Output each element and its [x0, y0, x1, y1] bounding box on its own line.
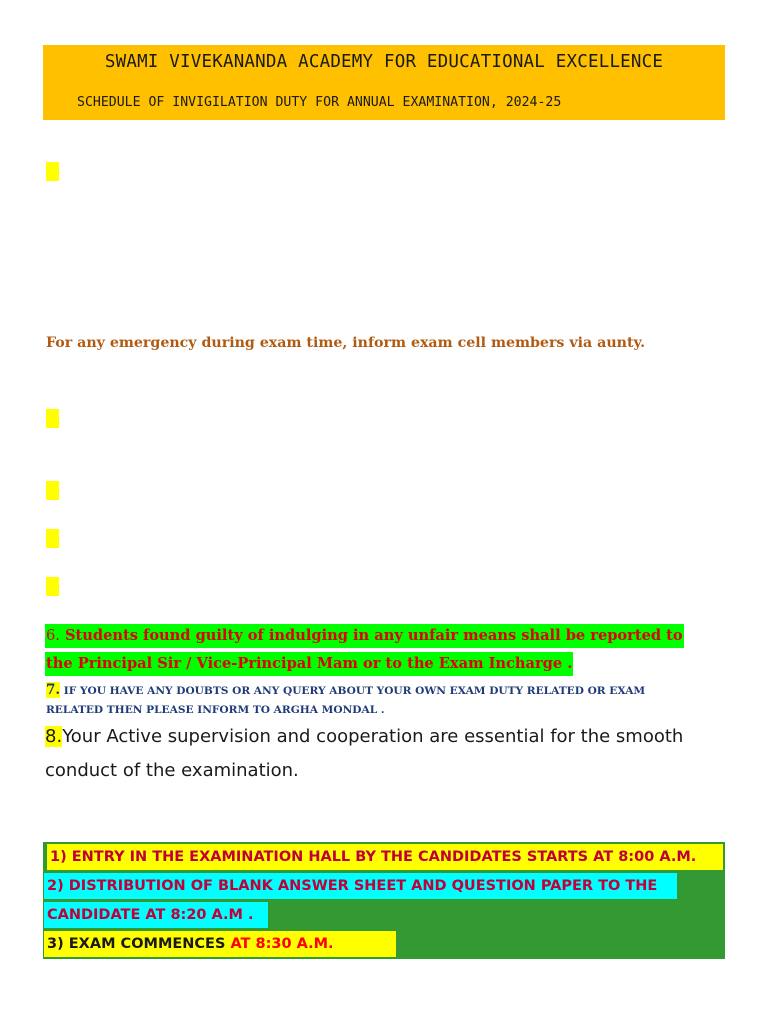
- timing-commence: [44, 931, 396, 957]
- list-marker: [46, 481, 59, 500]
- point-6-line-1: [45, 624, 684, 648]
- point-8-number: 8.: [45, 726, 63, 747]
- point-6-number: 6.: [46, 627, 60, 644]
- timing-distribution: 2) DISTRIBUTION OF BLANK ANSWER SHEET AND QUESTION PAPER TO THE: [44, 873, 677, 899]
- point-6-line-2: the Principal Sir / Vice-Principal Mam or to the Exam Incharge .: [45, 652, 573, 676]
- list-marker: [46, 577, 59, 596]
- point-8-line-2: conduct of the examination.: [45, 760, 299, 781]
- point-8-text: Your Active supervision and cooperation are essential for the smooth: [62, 726, 684, 747]
- school-title: SWAMI VIVEKANANDA ACADEMY FOR EDUCATIONAL EXCELLENCE: [104, 52, 664, 72]
- point-7-text: IF YOU HAVE ANY DOUBTS OR ANY QUERY ABOUT YOUR OWN EXAM DUTY RELATED OR EXAM: [60, 685, 646, 697]
- schedule-subtitle: SCHEDULE OF INVIGILATION DUTY FOR ANNUAL EXAMINATION, 2024-25: [77, 95, 562, 110]
- timing-commence-label: 3) EXAM COMMENCES: [47, 936, 231, 952]
- point-6-text: Students found guilty of indulging in any unfair means shall be reported to: [59, 627, 683, 644]
- timing-commence-time: AT 8:30 A.M.: [230, 936, 334, 952]
- list-marker: [46, 409, 59, 428]
- timing-distribution-cont: CANDIDATE AT 8:20 A.M .: [44, 902, 268, 928]
- point-7-number: 7.: [46, 682, 61, 698]
- emergency-note: For any emergency during exam time, inform exam cell members via aunty.: [46, 335, 646, 351]
- point-7-line-1: [46, 682, 645, 698]
- timing-entry: 1) ENTRY IN THE EXAMINATION HALL BY THE CANDIDATES STARTS AT 8:00 A.M.: [47, 844, 723, 870]
- point-7-line-2: RELATED THEN PLEASE INFORM TO ARGHA MONDAL .: [46, 704, 385, 716]
- exam-timing-box: [43, 842, 725, 959]
- list-marker: [46, 162, 59, 181]
- list-marker: [46, 529, 59, 548]
- point-8-line-1: [45, 726, 683, 747]
- header-banner: [43, 45, 725, 120]
